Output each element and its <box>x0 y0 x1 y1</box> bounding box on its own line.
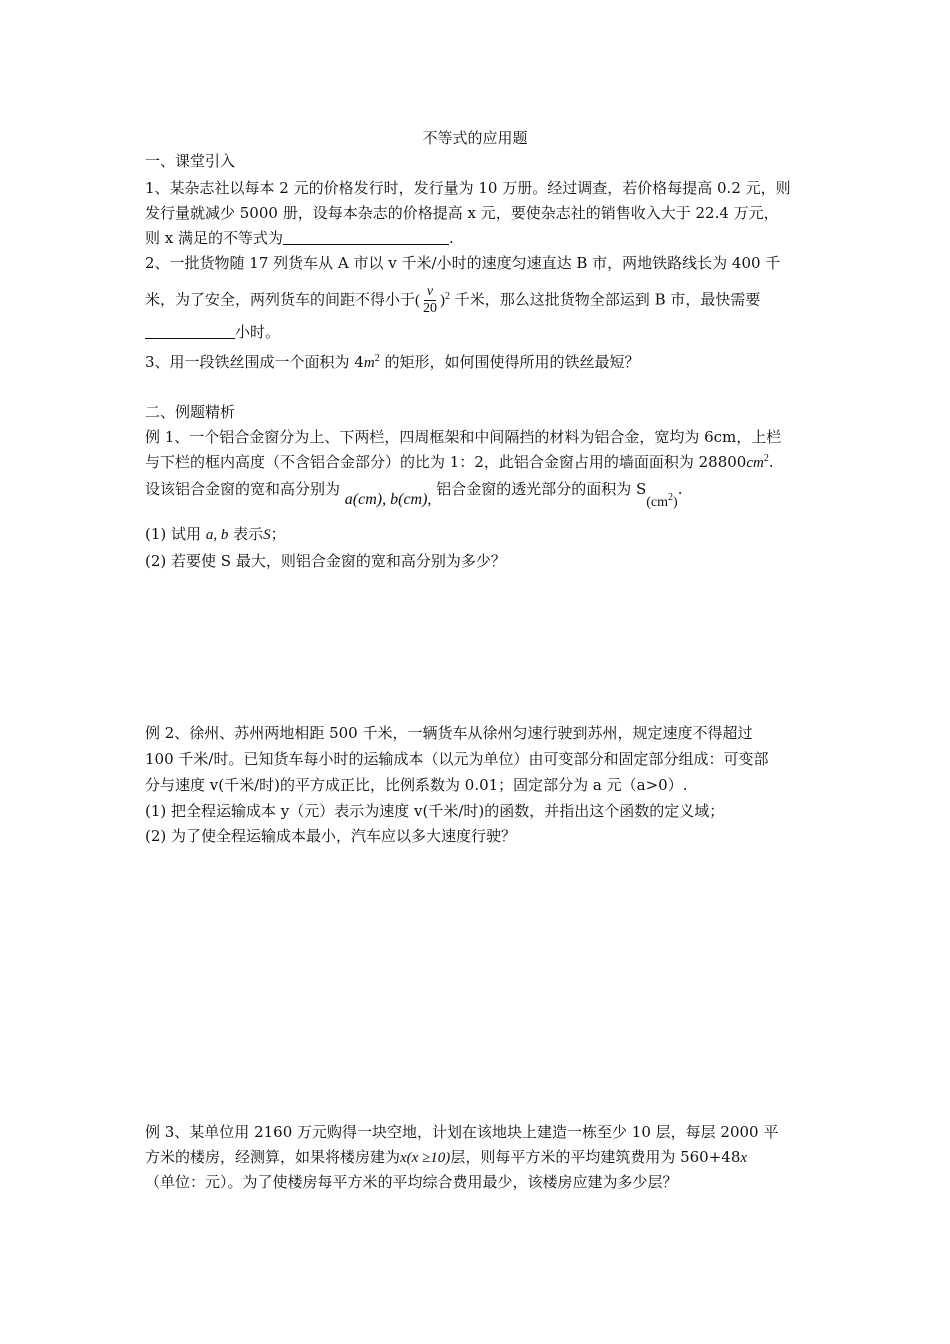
q3-text-a: 3、用一段铁丝围成一个面积为 4 <box>145 353 364 371</box>
section-heading-examples: 二、例题精析 <box>145 403 236 421</box>
page-title: 不等式的应用题 <box>422 129 528 147</box>
unit-cm: cm <box>746 455 764 471</box>
close-paren: ) <box>440 292 446 309</box>
math-x: x <box>740 1150 748 1166</box>
q2-line-2-text-a: 米，为了安全，两列货车的间距不得小于 <box>145 290 416 309</box>
math-S: S <box>263 527 271 543</box>
answer-blank <box>145 323 235 339</box>
q2-line-2-text-b: 千米，那么这批货物全部运到 B 市，最快需要 <box>454 290 761 309</box>
superscript-2: 2 <box>668 492 674 503</box>
q2-line-3 <box>145 322 813 342</box>
q2-line-2 <box>145 284 813 317</box>
ex1-part-1-text-b: 表示 <box>233 525 264 543</box>
ex3-line-2-text-a: 方米的楼房，经测算，如果将楼房建为 <box>145 1148 401 1166</box>
q1-line-2: 发行量就减少 5000 册，设每本杂志的价格提高 x 元，要使杂志社的销售收入大于 22.4 万元， <box>145 204 779 222</box>
ex1-part-1-text-c: ； <box>270 525 286 543</box>
ex1-line-3-text-a: 设该铝合金窗的宽和高分别为 <box>145 480 341 498</box>
ex1-part-2: (2) 若要使 S 最大，则铝合金窗的宽和高分别为多少？ <box>145 552 506 570</box>
answer-blank <box>283 229 449 245</box>
q1-line-1: 1、某杂志社以每本 2 元的价格发行时，发行量为 10 万册。经过调查，若价格每提高 0.2 元，则 <box>145 179 791 197</box>
ex1-line-1: 例 1、一个铝合金窗分为上、下两栏，四周框架和中间隔挡的材料为铝合金，宽均为 6cm，上栏 <box>145 428 782 446</box>
unit-cm2: $(cm^2)$ <box>646 492 678 510</box>
ex1-part-1-text-a: (1) 试用 <box>145 525 202 543</box>
q1-line-3-text: 则 x 满足的不等式为 <box>145 229 283 247</box>
ex2-part-2: (2) 为了使全程运输成本最小，汽车应以多大速度行驶？ <box>145 827 517 845</box>
q1-period: . <box>449 229 454 247</box>
ex3-line-1: 例 3、某单位用 2160 万元购得一块空地，计划在该地块上建造一栋至少 10 层，每层 2000 平 <box>145 1123 779 1141</box>
superscript-2: 2 <box>445 290 451 302</box>
ex1-period: . <box>768 453 774 471</box>
ex1-line-2-text: 与下栏的框内高度（不含铝合金部分）的比为 1：2，此铝合金窗占用的墙面面积为 28800 <box>145 453 747 471</box>
math-x-ge-10: x(x ≥10) <box>400 1150 451 1166</box>
ex2-part-1: (1) 把全程运输成本 y（元）表示为速度 v(千米/时)的函数，并指出这个函数的定义域； <box>145 802 725 820</box>
ex1-period: . <box>677 480 683 498</box>
ex1-line-2 <box>145 452 813 475</box>
fraction-v-over-20 <box>421 284 439 317</box>
math-ab: a, b <box>205 527 229 543</box>
ex1-part-1 <box>145 524 813 545</box>
unit-m: m <box>363 355 375 371</box>
ex3-line-2 <box>145 1147 813 1168</box>
fraction-numerator: v <box>424 284 436 301</box>
fraction-denominator: 20 <box>423 301 438 316</box>
ex2-line-2: 100 千米/时。已知货车每小时的运输成本（以元为单位）由可变部分和固定部分组成：可变部 <box>145 750 769 768</box>
q1-line-3 <box>145 228 813 248</box>
ex2-line-3: 分与速度 v(千米/时)的平方成正比，比例系数为 0.01；固定部分为 a 元（a>0）. <box>145 776 688 794</box>
ex1-line-3 <box>145 479 813 510</box>
section-heading-intro: 一、课堂引入 <box>145 152 236 170</box>
superscript-2: 2 <box>763 453 769 464</box>
ex3-line-3: （单位：元）。为了使楼房每平方米的平均综合费用最少，该楼房应建为多少层？ <box>145 1173 678 1191</box>
q3-line <box>145 352 813 375</box>
math-a-b: a(cm), b(cm), <box>344 491 432 508</box>
ex2-line-1: 例 2、徐州、苏州两地相距 500 千米，一辆货车从徐州匀速行驶到苏州，规定速度不得超过 <box>145 724 753 742</box>
ex1-line-3-text-b: 铝合金窗的透光部分的面积为 S <box>436 480 647 498</box>
ex3-line-2-text-b: 层，则每平方米的平均建筑费用为 560+48 <box>450 1148 741 1166</box>
q2-line-1: 2、一批货物随 17 列货车从 A 市以 v 千米/小时的速度匀速直达 B 市，两地铁路线长为 400 千 <box>145 254 781 272</box>
superscript-2: 2 <box>374 353 380 364</box>
q3-text-b: 的矩形，如何围使得所用的铁丝最短？ <box>384 353 640 371</box>
open-paren: ( <box>415 292 421 309</box>
q2-line-3-text: 小时。 <box>235 323 281 341</box>
